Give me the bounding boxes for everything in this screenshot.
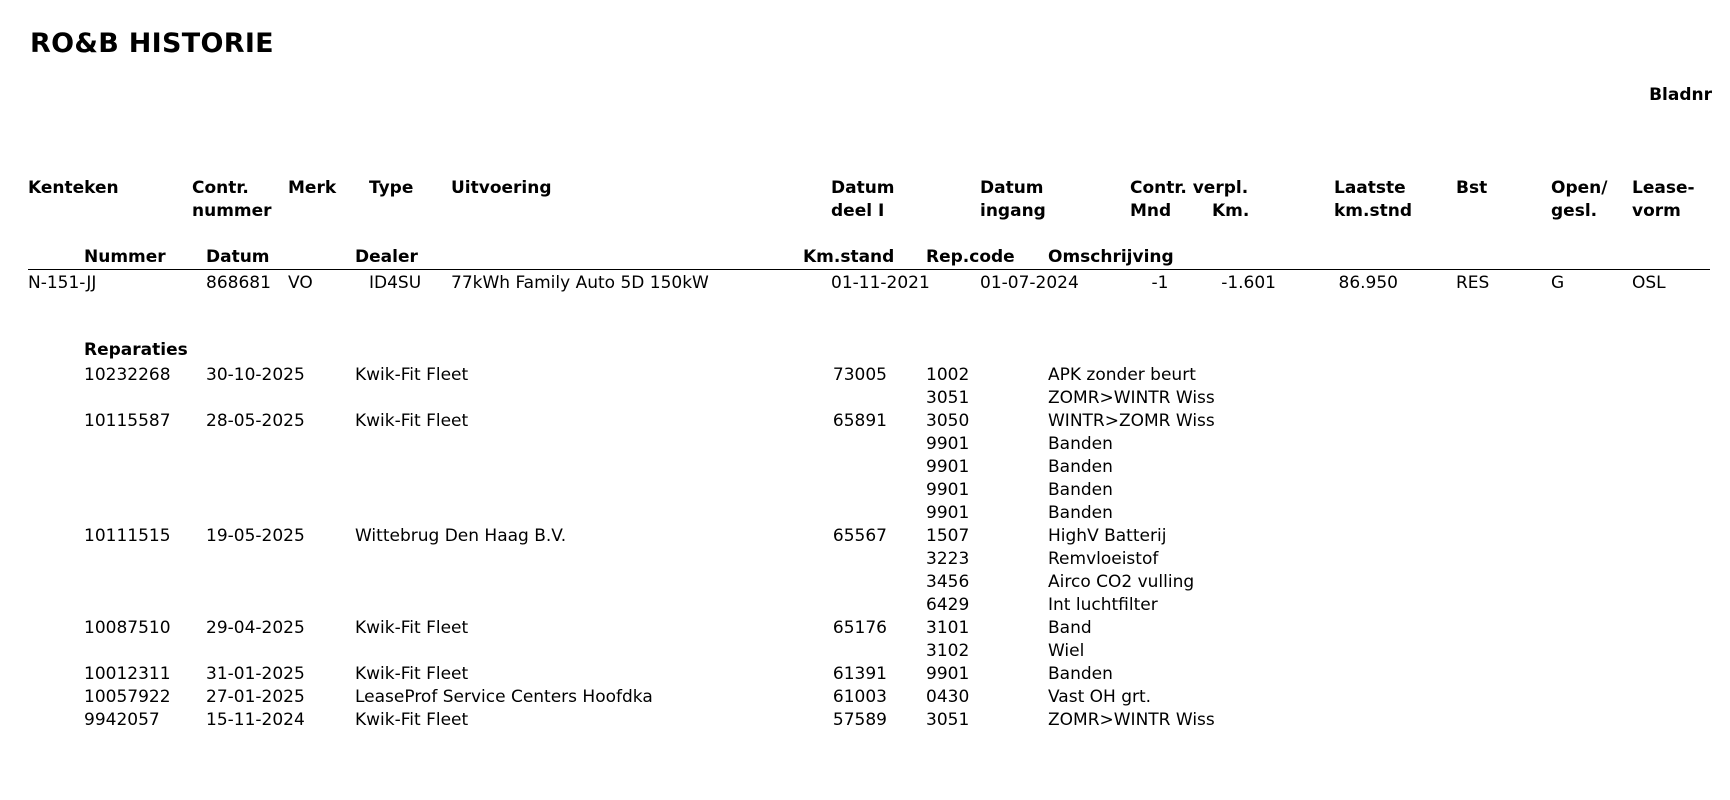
vehicle-datum-deel-i: 01-11-2021 (831, 273, 930, 293)
repair-datum: 30-10-2025 (206, 365, 305, 385)
header-laatste: Laatste (1334, 178, 1406, 198)
repair-dealer: Kwik-Fit Fleet (355, 618, 469, 638)
repair-nummer: 10087510 (84, 618, 171, 638)
vehicle-uitvoering: 77kWh Family Auto 5D 150kW (451, 273, 709, 293)
repair-datum: 27-01-2025 (206, 687, 305, 707)
repair-dealer: LeaseProf Service Centers Hoofdka (355, 687, 653, 707)
repair-code: 1002 (926, 365, 970, 385)
vehicle-km: -1.601 (1221, 273, 1276, 293)
repair-km-stand: 65176 (832, 618, 887, 638)
repair-code: 3051 (926, 710, 970, 730)
repair-nummer: 10115587 (84, 411, 171, 431)
repair-km-stand: 73005 (832, 365, 887, 385)
vehicle-mnd: -1 (1151, 273, 1169, 293)
repair-code: 9901 (926, 457, 970, 477)
vehicle-laatste-km: 86.950 (1338, 273, 1398, 293)
header-km-stand: Km.stand (803, 247, 895, 267)
repair-omschrijving: Banden (1048, 434, 1113, 454)
header-kenteken: Kenteken (28, 178, 119, 198)
header-dealer: Dealer (355, 247, 418, 267)
header-lease: Lease- (1632, 178, 1695, 198)
repair-km-stand: 61003 (832, 687, 887, 707)
repair-code: 3456 (926, 572, 970, 592)
repair-datum: 31-01-2025 (206, 664, 305, 684)
repair-omschrijving: Banden (1048, 503, 1113, 523)
repair-omschrijving: Wiel (1048, 641, 1085, 661)
header-km-stnd: km.stnd (1334, 201, 1412, 221)
header-omschrijving: Omschrijving (1048, 247, 1174, 267)
vehicle-open: G (1551, 273, 1565, 293)
header-gesl: gesl. (1551, 201, 1598, 221)
repair-omschrijving: Remvloeistof (1048, 549, 1159, 569)
repair-omschrijving: ZOMR>WINTR Wiss (1048, 710, 1215, 730)
repair-nummer: 10012311 (84, 664, 171, 684)
header-ingang: ingang (980, 201, 1046, 221)
repair-nummer: 10232268 (84, 365, 171, 385)
vehicle-type: ID4SU (369, 273, 422, 293)
repair-dealer: Kwik-Fit Fleet (355, 411, 469, 431)
repair-omschrijving: Int luchtfilter (1048, 595, 1158, 615)
repair-code: 3101 (926, 618, 970, 638)
repair-datum: 15-11-2024 (206, 710, 305, 730)
header-datum-ingang: Datum (980, 178, 1044, 198)
repair-omschrijving: HighV Batterij (1048, 526, 1167, 546)
header-merk: Merk (288, 178, 337, 198)
repair-omschrijving: APK zonder beurt (1048, 365, 1196, 385)
repair-omschrijving: Airco CO2 vulling (1048, 572, 1195, 592)
vehicle-lease: OSL (1632, 273, 1666, 293)
repair-omschrijving: WINTR>ZOMR Wiss (1048, 411, 1215, 431)
header-uitvoering: Uitvoering (451, 178, 552, 198)
repair-nummer: 9942057 (84, 710, 160, 730)
vehicle-merk: VO (288, 273, 313, 293)
repair-km-stand: 65891 (832, 411, 887, 431)
repair-datum: 19-05-2025 (206, 526, 305, 546)
header-open: Open/ (1551, 178, 1608, 198)
header-divider (28, 269, 1710, 270)
header-datum-deel: Datum (831, 178, 895, 198)
header-nummer: nummer (192, 201, 272, 221)
header-rep-code: Rep.code (926, 247, 1015, 267)
header-contr: Contr. (192, 178, 249, 198)
repair-omschrijving: Vast OH grt. (1048, 687, 1152, 707)
header-rep-nummer: Nummer (84, 247, 166, 267)
vehicle-bst: RES (1456, 273, 1490, 293)
repair-code: 3050 (926, 411, 970, 431)
repair-dealer: Kwik-Fit Fleet (355, 664, 469, 684)
repair-code: 9901 (926, 480, 970, 500)
page-title: RO&B HISTORIE (30, 28, 274, 59)
repair-km-stand: 65567 (832, 526, 887, 546)
repair-km-stand: 61391 (832, 664, 887, 684)
repair-omschrijving: Banden (1048, 664, 1113, 684)
repair-code: 6429 (926, 595, 970, 615)
vehicle-kenteken: N-151-JJ (28, 273, 97, 293)
repair-datum: 29-04-2025 (206, 618, 305, 638)
header-vorm: vorm (1632, 201, 1681, 221)
header-deel-i: deel I (831, 201, 885, 221)
header-type: Type (369, 178, 414, 198)
repair-omschrijving: Banden (1048, 480, 1113, 500)
repair-nummer: 10111515 (84, 526, 171, 546)
vehicle-contract: 868681 (206, 273, 271, 293)
repair-km-stand: 57589 (832, 710, 887, 730)
vehicle-datum-ingang: 01-07-2024 (980, 273, 1079, 293)
repair-omschrijving: Banden (1048, 457, 1113, 477)
repair-omschrijving: ZOMR>WINTR Wiss (1048, 388, 1215, 408)
header-contr-verpl: Contr. verpl. (1130, 178, 1249, 198)
repair-code: 9901 (926, 503, 970, 523)
repair-code: 3223 (926, 549, 970, 569)
repair-datum: 28-05-2025 (206, 411, 305, 431)
repair-omschrijving: Band (1048, 618, 1092, 638)
section-reparaties: Reparaties (84, 340, 188, 360)
repair-code: 1507 (926, 526, 970, 546)
repair-dealer: Wittebrug Den Haag B.V. (355, 526, 567, 546)
repair-dealer: Kwik-Fit Fleet (355, 710, 469, 730)
repair-code: 9901 (926, 664, 970, 684)
repair-code: 0430 (926, 687, 970, 707)
header-km: Km. (1212, 201, 1250, 221)
header-bst: Bst (1456, 178, 1488, 198)
repair-dealer: Kwik-Fit Fleet (355, 365, 469, 385)
header-mnd: Mnd (1130, 201, 1172, 221)
repair-code: 3102 (926, 641, 970, 661)
page-number-label: Bladnr (1649, 85, 1712, 105)
header-rep-datum: Datum (206, 247, 270, 267)
repair-nummer: 10057922 (84, 687, 171, 707)
repair-code: 3051 (926, 388, 970, 408)
repair-code: 9901 (926, 434, 970, 454)
